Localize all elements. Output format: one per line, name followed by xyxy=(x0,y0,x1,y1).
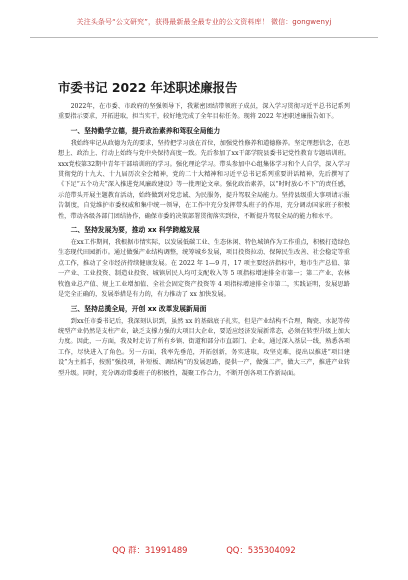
section-3-paragraph: 到xx任市委书记后，我深刻认识到，虽然 xx 的基础底子扎实，但是产业结构不合理，陶瓷、水泥等传统型产业仍然是支柱产业，缺乏支撑力强的大项目大企业，要适应经济发展新常态，必须在转型升级上加大力度。因此，一方面，我及时走访了所有乡镇、街道和部分市直部门、企业，通过深入基层一线，熟悉各项工作，尽快进入了角色。另一方面，我率先垂范，开拓创新，务实进取，攻坚克难，提出以推进“项目建设”为主抓手，按照“强投项，补短板、调结构”的发展思路，提供一产，做强二产，做大三产，推进产业转型升级。同时，充分调动常委班子的积极性，凝聚工作合力，不断开创各项工作新局面。 xyxy=(58,317,350,377)
intro-paragraph: 2022年，在市委、市政府的坚强领导下，我紧密团结带领班子成员，深入学习贯彻习近平总书记系列重要指示要求，开拓进取，担当实干，较好地完成了全年目标任务。现将 2022 年述职述廉报告如下。 xyxy=(58,103,350,121)
section-2-paragraph: 在xx工作期间，我根据市情实际，以发展低碳工业、生态休闲、特色城镇作为工作重点，积极打造绿色生态现代田园新市。通过做强产业结构调整，统筹城乡发展，项目投资拉动、保障民生改善、社会稳定等重点工作，推动了全市经济持续健康发展。在 2022 年 1—9 月，17 项主要经济指标中，地市生产总值、第一产业、工业投资、制造业投资、城镇居民人均可支配收入等 5 项指标增速排全市第一；第二产业、农林牧渔业总产值、规上工业增加值、全社会固定资产投资等 4 项指标增速排全市第二，实践证明，发展思路是完全正确的，发展举措是有力的，有力推动了 xx 加快发展。 xyxy=(58,239,350,299)
qq-group-label: QQ 群：31991489 xyxy=(112,545,188,555)
section-heading-2: 二、坚持发展为要，推动 xx 科学跨越发展 xyxy=(70,226,200,235)
contact-footer xyxy=(0,544,408,556)
document-title: 市委书记 2022 年述职述廉报告 xyxy=(58,80,238,95)
document-body xyxy=(58,102,350,381)
header-divider xyxy=(30,37,378,38)
qq-contact-label: QQ：535304092 xyxy=(226,545,296,555)
section-heading-1: 一、坚持勤学立德，提升政治素养和驾驭全局能力 xyxy=(70,126,221,135)
section-heading-3: 三、坚持总揽全局，开创 xx 改革发展新局面 xyxy=(70,304,207,313)
promo-banner: 关注头条号“公文研究”，获得最新最全最专业的公文资料库！ 微信：gongwenyj xyxy=(76,18,332,26)
section-1-paragraph: 我始终牢记从政德为先的要求，坚持把学习放在首位，加强党性修养和道德修养。坚定理想信念，在思想上、政治上、行动上始终与党中央保持高度一致。先后参加了xx干部学院县委书记党性教育专题培训班。xxx党校第32期中青年干部培训班的学习。强化理论学习。带头参加中心组集体学习和个人自学，深入学习贯彻党的十九大、十九届历次全会精神，党的二十大精神和习近平总书记系列重要讲话精神，先后撰写了《下足“五个功夫”深入推进党风廉政建设》等一批理论文章。强化政治素养，以“时时放心不下”的责任感，示范带头开展主题教育活动，始终做到对党忠诚、为民服务，提升驾驭全局能力。坚持县级重大事项请示报告制度，自觉维护市委权威和集中统一领导，在工作中充分发挥带头班子的作用，充分调动国家班子积极性，带动各级各部门团结协作，确保市委的决策部署贯彻落实到位，不断提升驾驭全局的能力和水平。 xyxy=(58,139,350,220)
